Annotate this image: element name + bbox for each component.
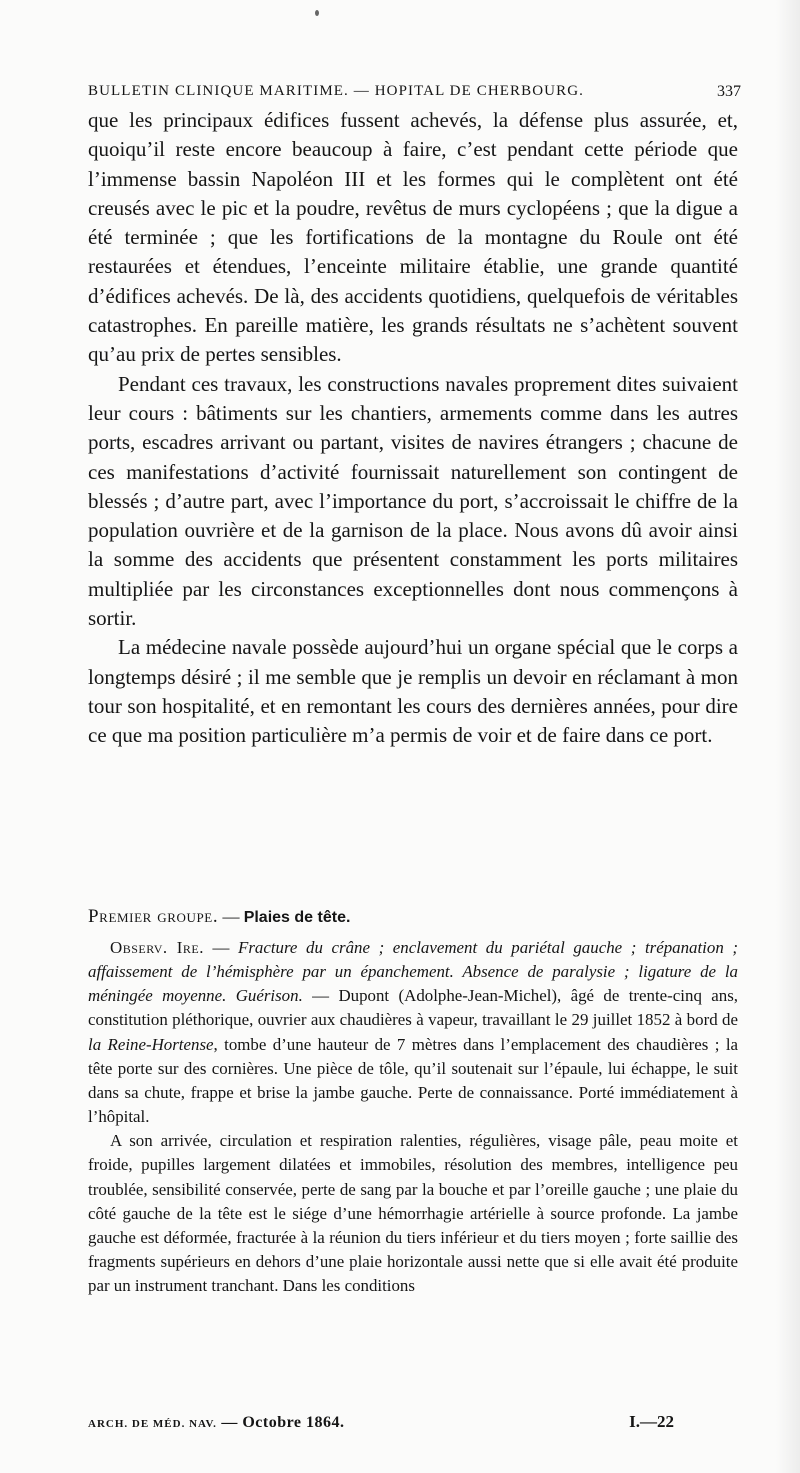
ship-name: la Reine-Hortense xyxy=(88,1034,214,1054)
journal-reference xyxy=(88,1414,345,1432)
running-header xyxy=(88,78,753,106)
page-edge-shadow xyxy=(776,0,800,1473)
observation-title: Fracture du crâne ; enclavement du pariétal gauche ; trépanation ; affaissement de l’hémisphère par un épanchement. Absence de paralysie ; ligature de la méningée moyenne. Guérison. xyxy=(88,938,738,1006)
observation-dash: — xyxy=(203,938,239,957)
case-description: , tombe d’une hauteur de 7 mètres dans l’emplacement des chaudières ; la tête porte sur des cornières. Une pièce de tôle, qu’il soutenait sur l’épaule, lui échappe, le suit dans sa chute, frappe et brise la jambe gauche. Perte de connaissance. Porté immédiatement à l’hôpital. xyxy=(88,1034,739,1127)
scan-speck xyxy=(315,10,319,16)
observation-text xyxy=(88,936,738,1298)
paragraph-naval-construction: Pendant ces travaux, les constructions navales proprement dites suivaient leur cours : bâtiments sur les chantiers, armements comme dans les autres ports, escadres arrivant ou partant, visites de navires étrangers ; chacune de ces manifestations d’activité fournissait naturellement son contingent de blessés ; d’autre part, avec l’importance du port, s’accroissait le chiffre de la population ouvrière et de la garnison de la place. Nous avons dû avoir ainsi la somme des accidents que présentent constamment les ports militaires multipliée par les circonstances exceptionnelles dont nous commençons à sortir. xyxy=(88,371,738,631)
running-title: BULLETIN CLINIQUE MARITIME. — HOPITAL DE CHERBOURG. xyxy=(88,83,584,99)
heading-dash: — xyxy=(218,907,244,926)
journal-date: — Octobre 1864. xyxy=(216,1414,345,1431)
main-text xyxy=(88,106,738,751)
page-footer xyxy=(88,1410,738,1440)
page-number: 337 xyxy=(717,83,741,100)
case-intro: — Dupont (Adolphe-Jean-Michel), âgé de trente-cinq ans, constitution pléthorique, ouvrier aux chaudières à vapeur, travaillant le 29 juillet 1852 à bord de xyxy=(88,986,738,1030)
paragraph-continuation: que les principaux édifices fussent achevés, la défense plus assurée, et, quoiqu’il reste encore beaucoup à faire, c’est pendant cette période que l’immense bassin Napoléon III et les formes qui le complètent ont été creusés avec le pic et la poudre, revêtus de murs cyclopéens ; que la digue a été terminée ; que les fortifications de la montagne du Roule ont été restaurées et étendues, l’enceinte militaire établie, une grande quantité d’édifices achevés. De là, des accidents quotidiens, quelquefois de véritables catastrophes. En pareille matière, les grands résultats ne s’achètent souvent qu’au prix de pertes sensibles. xyxy=(88,108,738,367)
observation-label: Observ. Ire. xyxy=(110,938,204,957)
paragraph-naval-medicine: La médecine navale possède aujourd’hui un organe spécial que le corps a longtemps désiré ; il me semble que je remplis un devoir en réclamant à mon tour son hospitalité, et en remontant les cours des dernières années, pour dire ce que ma position particulière m’a permis de voir et de faire dans ce port. xyxy=(88,635,738,748)
group-title: Plaies de tête. xyxy=(243,909,351,926)
journal-prefix: ARCH. DE MÉD. NAV. xyxy=(88,1418,217,1430)
signature-mark: I.—22 xyxy=(629,1412,674,1431)
section-heading xyxy=(88,906,738,928)
group-label: Premier groupe. xyxy=(88,906,219,927)
observation-paragraph-2: A son arrivée, circulation et respiration ralenties, régulières, visage pâle, peau moite et froide, pupilles largement dilatées et immobiles, résolution des membres, intelligence peu troublée, sensibilité conservée, perte de sang par la bouche et par l’oreille gauche ; une plaie du côté gauche de la tête est le siége d’une hémorrhagie artérielle à source profonde. La jambe gauche est déformée, fracturée à la réunion du tiers inférieur et du tiers moyen ; forte saillie des fragments supérieurs en dehors d’une plaie horizontale aussi nette que si elle avait été produite par un instrument tranchant. Dans les conditions xyxy=(88,1131,738,1296)
observation-paragraph-1 xyxy=(88,936,738,1129)
